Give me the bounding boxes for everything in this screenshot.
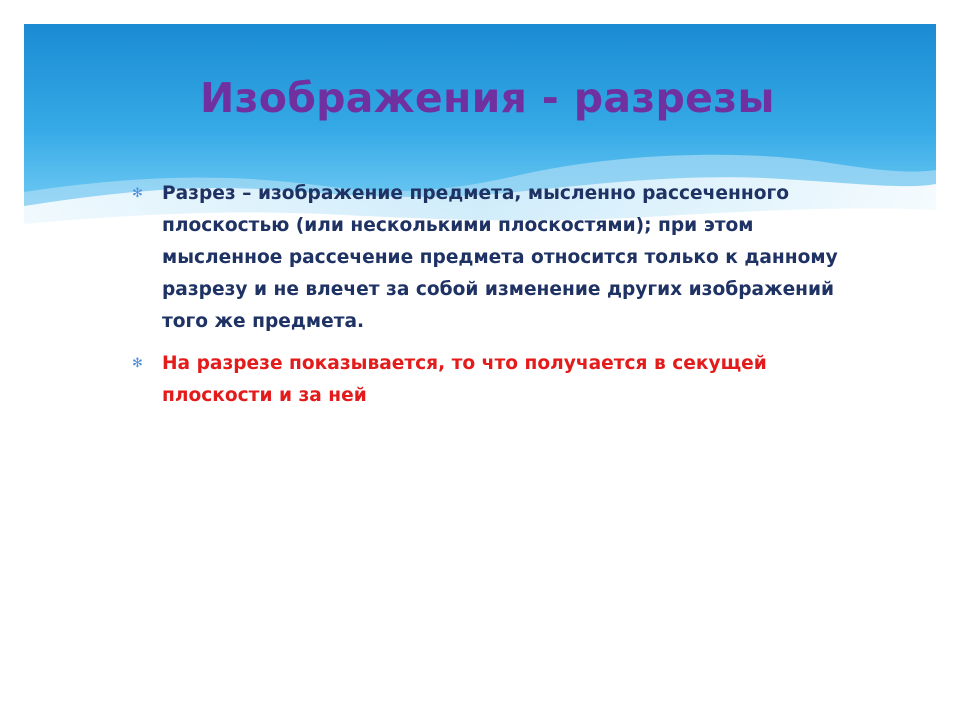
bullet-item-definition: [132, 178, 852, 338]
page-title: Изображения - разрезы: [200, 74, 775, 122]
bullet-list: [132, 178, 852, 422]
asterisk-bullet-icon: ✻: [132, 356, 143, 371]
bullet-text: На разрезе показывается, то что получается в секущей плоскости и за ней: [162, 353, 767, 406]
asterisk-bullet-icon: ✻: [132, 186, 143, 201]
bullet-text: Разрез – изображение предмета, мысленно рассеченного плоскостью (или несколькими плоскостями); при этом мысленное рассечение предмета относится только к данному разрезу и не влечет за собой изменение других изображений того же предмета.: [162, 183, 838, 332]
bullet-item-emphasis: [132, 348, 852, 412]
